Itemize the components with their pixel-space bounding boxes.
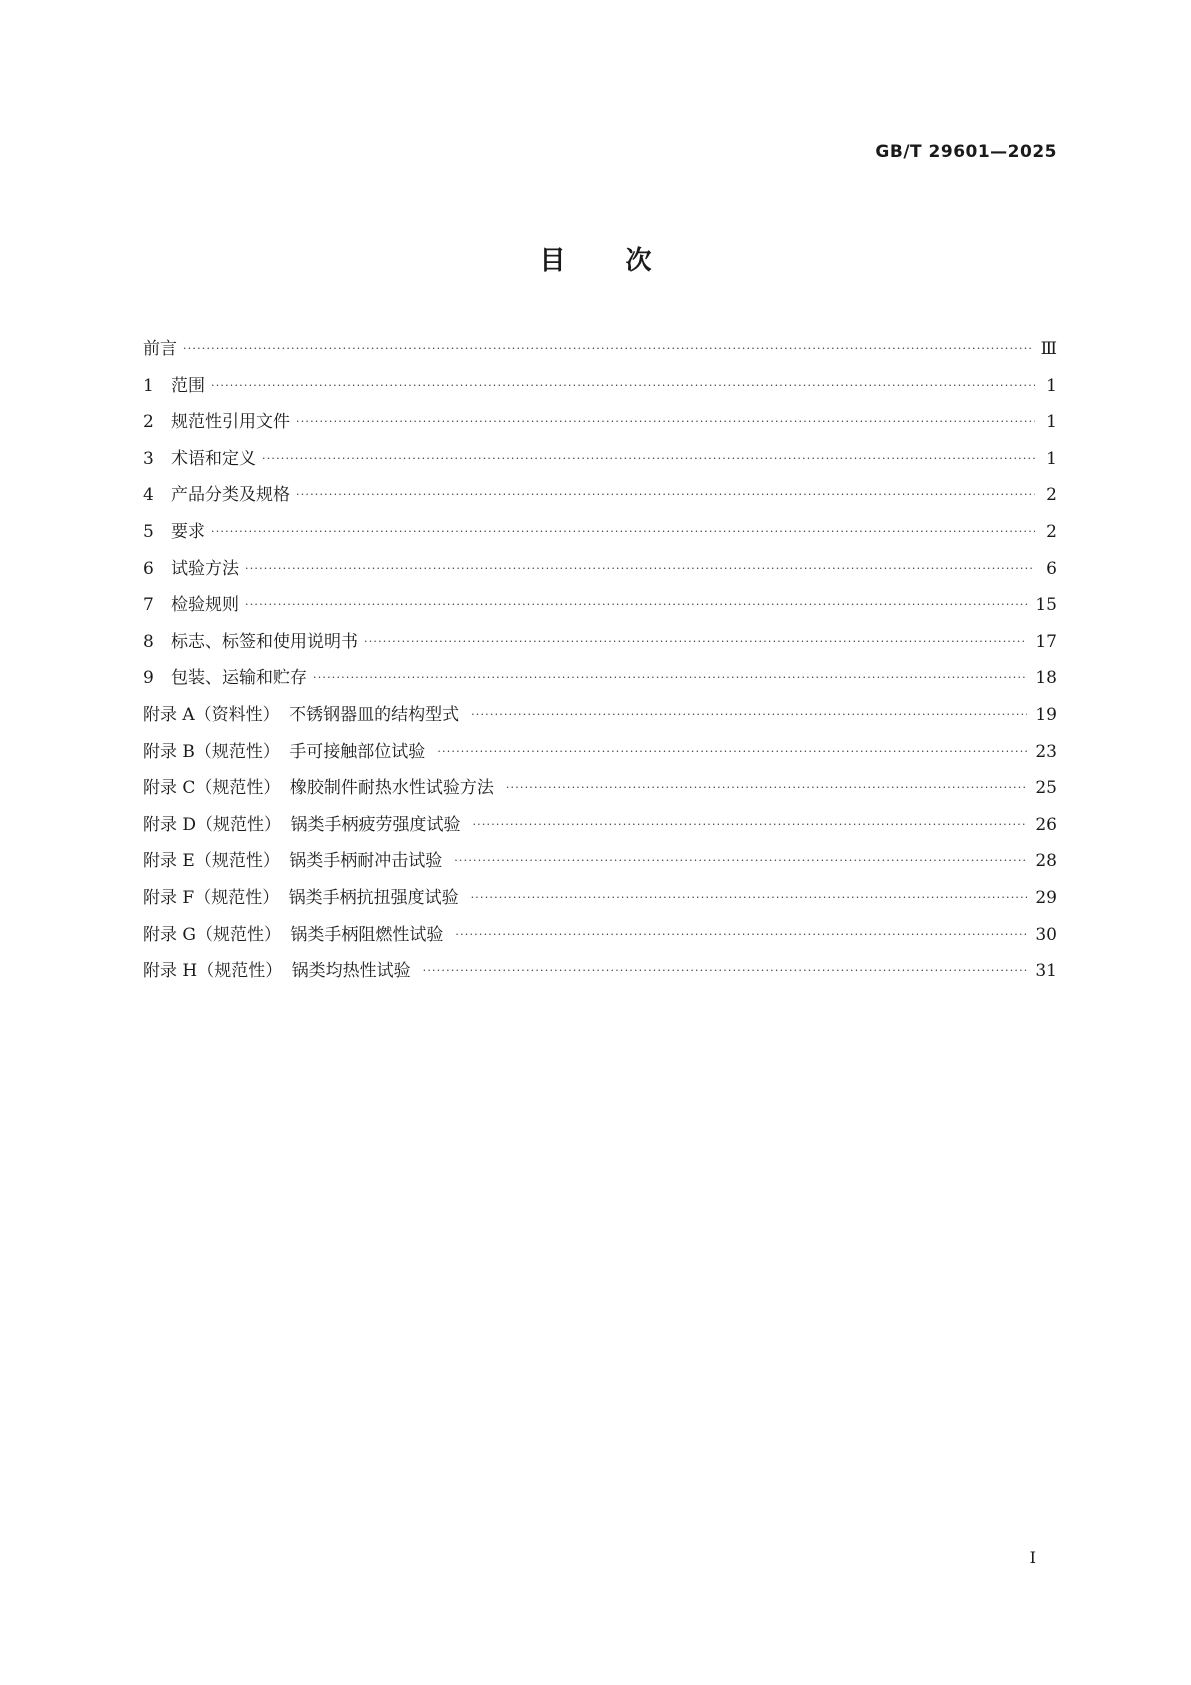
toc-entry-page: 29	[1035, 887, 1057, 908]
toc-entry-annex-d[interactable]	[143, 813, 1057, 850]
toc-entry-page: 15	[1035, 595, 1057, 616]
toc-annex-title: 锅类手柄耐冲击试验	[289, 851, 443, 872]
toc-entry-label	[143, 849, 454, 873]
toc-entry-label	[143, 923, 455, 947]
toc-entry-page: 6	[1046, 558, 1057, 579]
toc-entry-label: 标志、标签和使用说明书	[171, 631, 358, 652]
toc-entry-label	[143, 813, 472, 837]
toc-entry-label: 前言	[143, 339, 177, 359]
toc-entry-page: 2	[1046, 485, 1057, 506]
page-number: I	[1029, 1548, 1036, 1567]
toc-entry-page: 25	[1035, 778, 1057, 799]
toc-entry-foreword[interactable]	[143, 337, 1057, 374]
toc-entry-annex-b[interactable]	[143, 740, 1057, 777]
toc-entry-label: 术语和定义	[171, 448, 256, 469]
toc-leader-dots	[472, 813, 1027, 837]
toc-entry-annex-g[interactable]	[143, 923, 1057, 960]
toc-entry-number: 8	[143, 631, 154, 652]
toc-entry-9[interactable]	[143, 666, 1057, 703]
standard-code: GB/T 29601—2025	[875, 142, 1057, 162]
toc-title	[0, 240, 1191, 277]
toc-annex-title: 手可接触部位试验	[289, 741, 426, 762]
toc-entry-number: 5	[143, 521, 154, 542]
toc-entry-label: 产品分类及规格	[171, 485, 290, 506]
toc-annex-type: 附录 G（规范性）	[143, 924, 281, 945]
toc-entry-page: 1	[1046, 375, 1057, 396]
toc-entry-2[interactable]	[143, 410, 1057, 447]
toc-leader-dots	[183, 337, 1033, 361]
toc-entry-annex-h[interactable]	[143, 959, 1057, 996]
toc-leader-dots	[454, 849, 1027, 873]
toc-entry-label: 试验方法	[171, 558, 239, 579]
toc-leader-dots	[364, 630, 1027, 654]
toc-entry-label: 检验规则	[171, 595, 239, 616]
toc-entry-number: 1	[143, 375, 154, 396]
toc-entry-page: 1	[1046, 448, 1057, 469]
toc-leader-dots	[471, 886, 1028, 910]
toc-annex-title: 锅类手柄阻燃性试验	[290, 924, 444, 945]
toc-annex-type: 附录 D（规范性）	[143, 814, 282, 835]
toc-leader-dots	[211, 374, 1035, 398]
toc-annex-type: 附录 E（规范性）	[143, 851, 280, 872]
toc-annex-title: 锅类手柄疲劳强度试验	[290, 814, 461, 835]
toc-entry-annex-f[interactable]	[143, 886, 1057, 923]
toc-entry-label	[143, 959, 423, 983]
toc-entry-number: 7	[143, 595, 154, 616]
toc-entry-page: 28	[1035, 851, 1057, 872]
toc-entry-label: 规范性引用文件	[171, 412, 290, 433]
toc-entry-number: 9	[143, 668, 154, 689]
toc-leader-dots	[455, 923, 1027, 947]
toc-entry-page: 1	[1046, 412, 1057, 433]
toc-annex-type: 附录 A（资料性）	[143, 704, 280, 725]
toc-entry-number: 2	[143, 412, 154, 433]
toc-entry-number: 6	[143, 558, 154, 579]
toc-entry-page: 31	[1035, 961, 1057, 982]
toc-entry-6[interactable]	[143, 557, 1057, 594]
toc-entry-label	[143, 740, 437, 764]
toc-leader-dots	[245, 593, 1027, 617]
toc-entry-1[interactable]	[143, 374, 1057, 411]
toc-annex-type: 附录 C（规范性）	[143, 778, 281, 799]
toc-leader-dots	[296, 483, 1035, 507]
toc-entry-number: 4	[143, 485, 154, 506]
toc-leader-dots	[245, 557, 1035, 581]
toc-entry-page: Ⅲ	[1040, 339, 1057, 359]
toc-annex-title: 锅类均热性试验	[291, 961, 411, 982]
toc-entry-annex-a[interactable]	[143, 703, 1057, 740]
toc-annex-type: 附录 H（规范性）	[143, 961, 283, 982]
toc-leader-dots	[471, 703, 1027, 727]
toc-title-part2: 次	[625, 246, 652, 276]
toc-entry-annex-e[interactable]	[143, 849, 1057, 886]
toc-entry-5[interactable]	[143, 520, 1057, 557]
toc-leader-dots	[211, 520, 1035, 544]
toc-entry-page: 2	[1046, 521, 1057, 542]
toc-leader-dots	[506, 776, 1028, 800]
toc-entry-page: 17	[1035, 631, 1057, 652]
toc-entry-label	[143, 703, 471, 727]
toc-entry-page: 26	[1035, 814, 1057, 835]
toc-entry-label	[143, 776, 506, 800]
toc-leader-dots	[423, 959, 1028, 983]
toc-entry-page: 18	[1035, 668, 1057, 689]
toc-annex-title: 橡胶制件耐热水性试验方法	[289, 778, 494, 799]
toc-entry-number: 3	[143, 448, 154, 469]
toc-entry-page: 23	[1035, 741, 1057, 762]
toc-entry-4[interactable]	[143, 483, 1057, 520]
toc-leader-dots	[296, 410, 1035, 434]
toc-entry-label: 要求	[171, 521, 205, 542]
toc-entry-label	[143, 886, 471, 910]
toc-title-part1: 目	[539, 246, 566, 276]
toc-annex-type: 附录 B（规范性）	[143, 741, 280, 762]
toc-entry-8[interactable]	[143, 630, 1057, 667]
toc-entry-3[interactable]	[143, 447, 1057, 484]
toc-entry-annex-c[interactable]	[143, 776, 1057, 813]
toc-annex-type: 附录 F（规范性）	[143, 887, 280, 908]
toc-leader-dots	[313, 666, 1027, 690]
toc-entry-7[interactable]	[143, 593, 1057, 630]
toc-entry-page: 19	[1035, 704, 1057, 725]
toc-entry-label: 范围	[171, 375, 205, 396]
toc-annex-title: 锅类手柄抗扭强度试验	[288, 887, 459, 908]
toc-list	[143, 337, 1057, 996]
toc-leader-dots	[262, 447, 1035, 471]
toc-entry-label: 包装、运输和贮存	[171, 668, 307, 689]
toc-entry-page: 30	[1035, 924, 1057, 945]
toc-leader-dots	[437, 740, 1027, 764]
toc-annex-title: 不锈钢器皿的结构型式	[289, 704, 460, 725]
